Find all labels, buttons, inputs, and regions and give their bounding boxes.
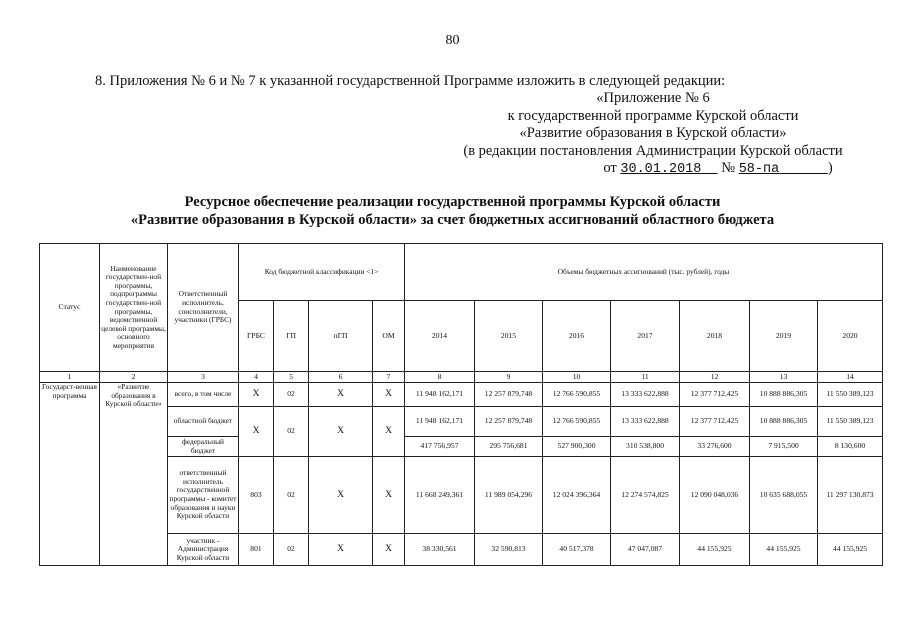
cell-program-name: «Развитие образования в Курской области» — [100, 383, 168, 566]
cell-value: 11 550 389,123 — [818, 407, 883, 437]
cell-value: 12 274 574,825 — [611, 457, 680, 534]
cell-value: 295 756,681 — [475, 437, 543, 457]
cell-pgp: X — [309, 534, 373, 566]
cell-value: 44 155,925 — [680, 534, 750, 566]
cell-executor: федеральный бюджет — [168, 437, 239, 457]
title-line-2: «Развитие образования в Курской области» за счет бюджетных ассигнований областного бюджета — [130, 212, 775, 228]
cell-value: 33 276,600 — [680, 437, 750, 457]
col-number: 8 — [405, 372, 475, 383]
header-pgp: пГП — [309, 301, 373, 372]
cell-grbs: X — [239, 407, 274, 457]
cell-value: 38 330,561 — [405, 534, 475, 566]
header-status: Статус — [40, 244, 100, 372]
column-number-row — [40, 372, 883, 383]
cell-pgp: X — [309, 383, 373, 407]
col-number: 12 — [680, 372, 750, 383]
cell-om: X — [373, 383, 405, 407]
cell-executor: всего, в том числе — [168, 383, 239, 407]
cell-grbs: X — [239, 383, 274, 407]
cell-gp: 02 — [274, 383, 309, 407]
col-number: 4 — [239, 372, 274, 383]
cell-value: 32 590,813 — [475, 534, 543, 566]
cell-value: 11 989 054,296 — [475, 457, 543, 534]
col-number: 11 — [611, 372, 680, 383]
appendix-header — [443, 90, 863, 179]
cell-pgp: X — [309, 407, 373, 457]
page-number: 80 — [445, 33, 460, 48]
header-grbs: ГРБС — [239, 301, 274, 372]
cell-gp: 02 — [274, 407, 309, 457]
title-line-1: Ресурсное обеспечение реализации государственной программы Курской области — [184, 194, 721, 210]
cell-value: 310 538,800 — [611, 437, 680, 457]
cell-executor: ответственный исполнитель государственной программы - комитет образования и науки Курской области — [168, 457, 239, 534]
col-number: 13 — [750, 372, 818, 383]
header-year: 2015 — [475, 301, 543, 372]
cell-value: 10 888 886,305 — [750, 383, 818, 407]
col-number: 1 — [40, 372, 100, 383]
cell-om: X — [373, 534, 405, 566]
appendix-line-2: к государственной программе Курской области — [507, 107, 799, 124]
cell-value: 13 333 622,888 — [611, 407, 680, 437]
cell-grbs: 801 — [239, 534, 274, 566]
number-prefix: № — [721, 160, 736, 176]
col-number: 9 — [475, 372, 543, 383]
cell-value: 11 948 162,171 — [405, 383, 475, 407]
decree-date: 30.01.2018 — [620, 162, 702, 177]
cell-value: 10 888 886,305 — [750, 407, 818, 437]
cell-value: 13 333 622,888 — [611, 383, 680, 407]
cell-gp: 02 — [274, 534, 309, 566]
cell-value: 10 635 688,055 — [750, 457, 818, 534]
cell-pgp: X — [309, 457, 373, 534]
cell-value: 12 024 396,364 — [543, 457, 611, 534]
header-year: 2014 — [405, 301, 475, 372]
header-year: 2016 — [543, 301, 611, 372]
col-number: 14 — [818, 372, 883, 383]
cell-value: 44 155,925 — [818, 534, 883, 566]
cell-om: X — [373, 457, 405, 534]
header-year: 2019 — [750, 301, 818, 372]
header-volume-group: Объемы бюджетных ассигнований (тыс. рублей), годы — [405, 244, 883, 301]
appendix-line-3: «Развитие образования в Курской области» — [519, 125, 787, 141]
close-paren: ) — [827, 160, 833, 176]
header-year: 2020 — [818, 301, 883, 372]
cell-value: 11 948 162,171 — [405, 407, 475, 437]
header-name: Наименование государствен-ной программы, подпрограммы государствен-ной программы, ведомственной целевой программы, основного мероприятия — [100, 244, 168, 372]
cell-om: X — [373, 407, 405, 457]
cell-value: 11 668 249,361 — [405, 457, 475, 534]
cell-value: 47 047,087 — [611, 534, 680, 566]
cell-value: 12 377 712,425 — [680, 407, 750, 437]
decree-number: 58-па — [738, 162, 780, 177]
header-om: ОМ — [373, 301, 405, 372]
cell-value: 8 130,600 — [818, 437, 883, 457]
cell-value: 12 377 712,425 — [680, 383, 750, 407]
cell-value: 12 257 879,748 — [475, 407, 543, 437]
header-code-group: Код бюджетной классификации <1> — [239, 244, 405, 301]
cell-status: Государст-венная программа — [40, 383, 100, 566]
intro-paragraph: 8. Приложения № 6 и № 7 к указанной государственной Программе изложить в следующей редакции: — [95, 73, 726, 89]
col-number: 7 — [373, 372, 405, 383]
header-executor: Ответственный исполнитель, соисполнители, участники (ГРБС) — [168, 244, 239, 372]
col-number: 2 — [100, 372, 168, 383]
col-number: 3 — [168, 372, 239, 383]
appendix-date-line — [443, 160, 863, 179]
resource-table — [39, 243, 883, 566]
header-year: 2017 — [611, 301, 680, 372]
cell-value: 12 090 048,036 — [680, 457, 750, 534]
col-number: 6 — [309, 372, 373, 383]
appendix-line-4: (в редакции постановления Администрации Курской области — [463, 142, 843, 159]
appendix-line-1: «Приложение № 6 — [596, 90, 710, 106]
cell-gp: 02 — [274, 457, 309, 534]
cell-value: 11 297 130,873 — [818, 457, 883, 534]
cell-value: 40 517,378 — [543, 534, 611, 566]
cell-executor: областной бюджет — [168, 407, 239, 437]
cell-value: 417 756,957 — [405, 437, 475, 457]
cell-value: 12 766 590,855 — [543, 407, 611, 437]
col-number: 10 — [543, 372, 611, 383]
cell-value: 12 766 590,855 — [543, 383, 611, 407]
table-row — [40, 383, 883, 407]
date-prefix: от — [603, 160, 617, 176]
document-title — [0, 193, 905, 229]
col-number: 5 — [274, 372, 309, 383]
header-gp: ГП — [274, 301, 309, 372]
cell-value: 44 155,925 — [750, 534, 818, 566]
header-year: 2018 — [680, 301, 750, 372]
cell-value: 11 550 389,123 — [818, 383, 883, 407]
cell-value: 527 900,300 — [543, 437, 611, 457]
cell-grbs: 803 — [239, 457, 274, 534]
cell-value: 12 257 879,748 — [475, 383, 543, 407]
cell-executor: участник - Администрация Курской области — [168, 534, 239, 566]
cell-value: 7 915,500 — [750, 437, 818, 457]
